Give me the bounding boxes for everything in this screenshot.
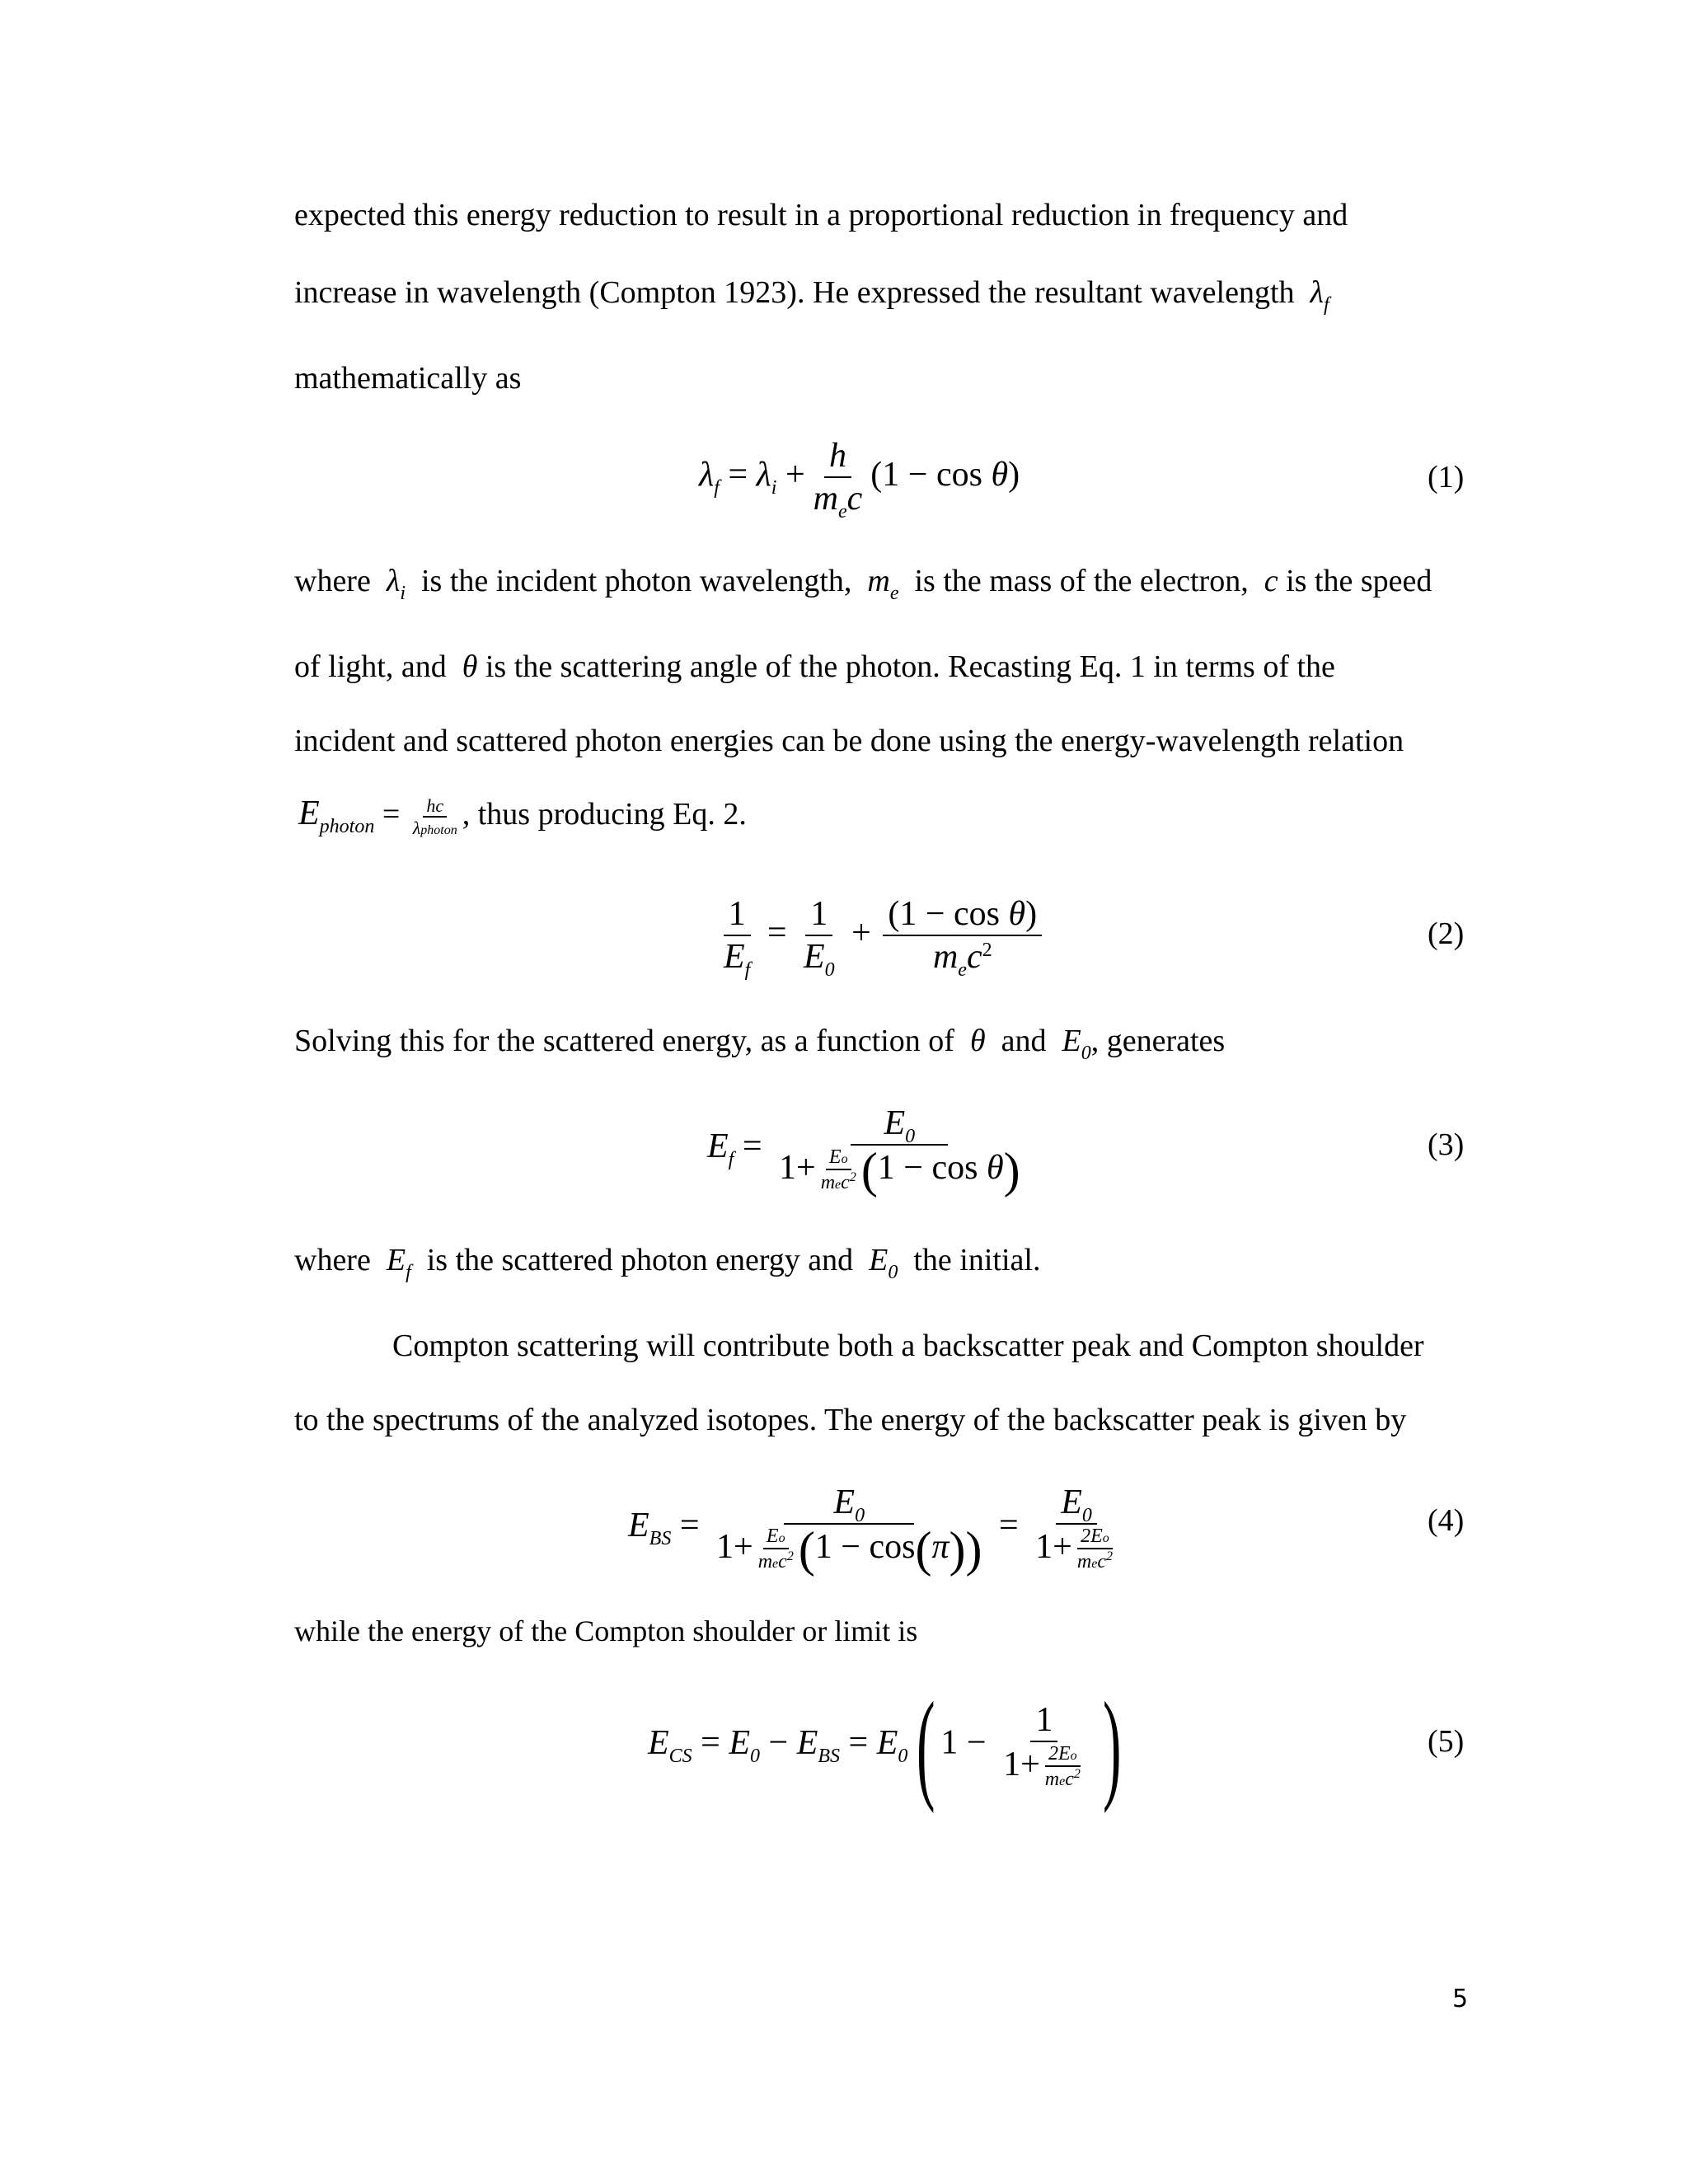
text-line: Solving this for the scattered energy, as a function of θ and $E_0$, generates	[294, 1024, 1226, 1064]
text-span: is the scattering angle of the photon. Recasting Eq. 1 in terms of the	[485, 649, 1335, 684]
text-line: Compton scattering will contribute both a backscatter peak and Compton shoulder	[392, 1329, 1424, 1363]
equation-number: (5)	[1428, 1724, 1465, 1759]
text-line: expected this energy reduction to result in a proportional reduction in frequency and	[294, 198, 1348, 232]
equation-number: (3)	[1428, 1127, 1465, 1162]
text-line: to the spectrums of the analyzed isotopes. The energy of the backscatter peak is given by	[294, 1403, 1407, 1437]
text-span: is the mass of the electron,	[914, 564, 1249, 598]
text-span: increase in wavelength (Compton 1923). He expressed the resultant wavelength	[294, 275, 1295, 310]
equation-3: $E_f$ = $E_0$ 1+ $\frac{Eo}{mec^2}$ (1 − cos θ)	[707, 1104, 1020, 1198]
equation-number: (1)	[1428, 460, 1465, 494]
text-span: where	[294, 1243, 371, 1277]
text-span: of light, and	[294, 649, 447, 684]
text-line	[294, 274, 1329, 316]
equation-2: $\frac{1}{E_f}$ = $\frac{1}{E_0}$ + $\frac{\text{(1 − cos θ)}}{m_ec^2}$	[715, 895, 1045, 976]
text-span: the initial.	[913, 1243, 1041, 1277]
text-span: , generates	[1090, 1024, 1226, 1058]
text-line: where $E_f$ is the scattered photon energy and $E_0$ the initial.	[294, 1243, 1041, 1283]
equation-number: (4)	[1428, 1503, 1465, 1538]
text-span: is the scattered photon energy and	[426, 1243, 854, 1277]
text-span: where	[294, 564, 371, 598]
page-number: 5	[1452, 1985, 1469, 2013]
text-span: and	[1001, 1024, 1047, 1058]
text-span: Solving this for the scattered energy, as a function of	[294, 1024, 954, 1058]
text-span: is the speed	[1286, 564, 1432, 598]
text-span: , thus producing Eq. 2.	[462, 797, 747, 832]
math-lambda-f: $\lambda_f$	[1310, 275, 1329, 316]
text-line: incident and scattered photon energies can be done using the energy-wavelength relation	[294, 724, 1404, 758]
text-span: is the incident photon wavelength,	[420, 564, 852, 598]
text-line: mathematically as	[294, 361, 522, 396]
equation-5: $E_{CS} = E_0 - E_{BS} = E_0$( 1 − 1 1+ $\frac{2Eo}{mec^2}$ )	[648, 1677, 1122, 1814]
equation-number: (2)	[1428, 916, 1465, 951]
equation-1: $\lambda_f = \lambda_i$ + $\frac{h}{m_ec}$ (1 − cos θ)	[699, 437, 1020, 523]
text-line: while the energy of the Compton shoulder or limit is	[294, 1615, 918, 1647]
text-line: $E_{photon}$ = $\frac{hc}{\text{λphoton}}$ , thus producing Eq. 2.	[298, 794, 747, 838]
text-line: where $\lambda_i$ is the incident photon wavelength, $m_e$ is the mass of the electron, c is the speed	[294, 564, 1432, 604]
equation-4: $E_{BS}$ = $E_0$ 1+ $\frac{Eo}{mec^2}$ (1 − cos(π)) = $E_0$ 1+ $\frac{2Eo}{mec^2}$	[628, 1483, 1113, 1577]
text-line: of light, and θ is the scattering angle of the photon. Recasting Eq. 1 in terms of the	[294, 649, 1335, 684]
